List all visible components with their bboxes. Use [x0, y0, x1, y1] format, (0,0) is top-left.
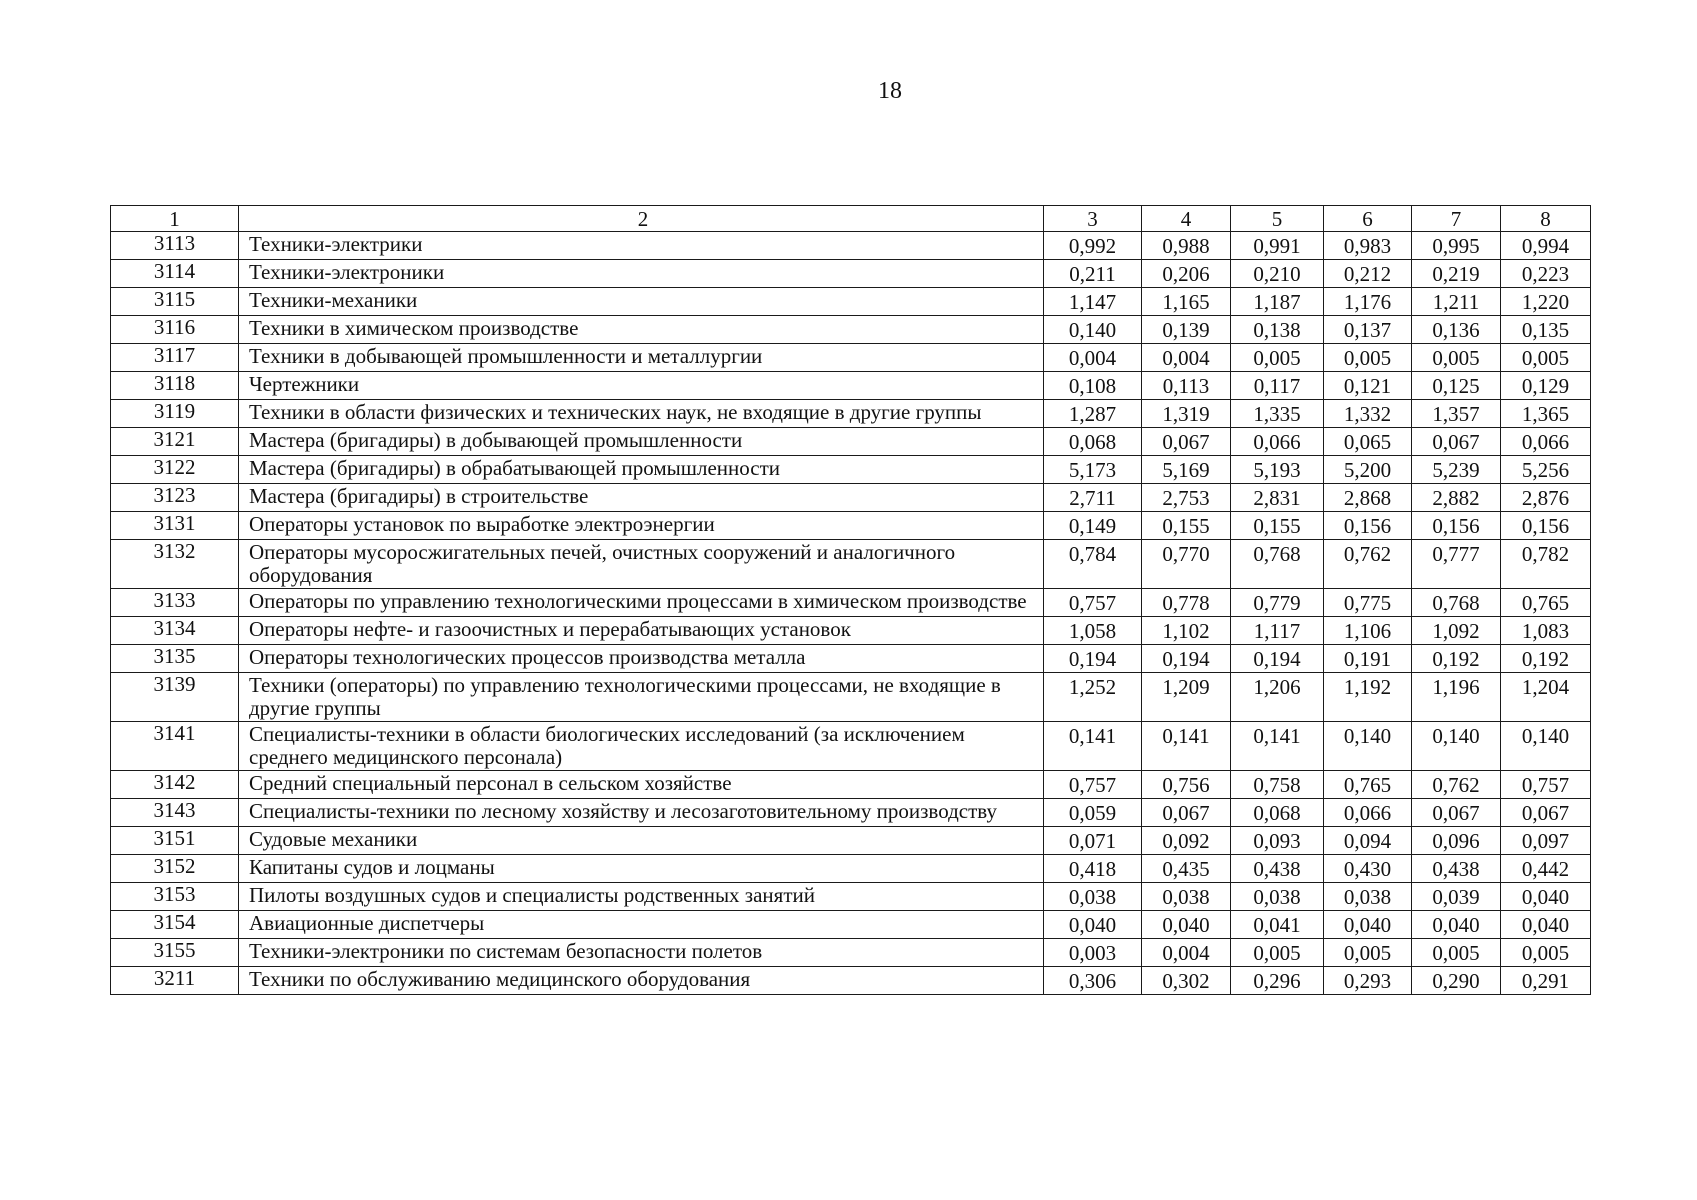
- row-value-col-6: 0,040: [1324, 911, 1412, 939]
- row-value-col-3: 0,306: [1044, 967, 1142, 995]
- row-value-col-6: 0,983: [1324, 232, 1412, 260]
- row-value-col-7: 0,762: [1412, 771, 1501, 799]
- row-value-col-5: 0,779: [1231, 589, 1324, 617]
- table-row: [111, 939, 1591, 967]
- table-row: [111, 540, 1591, 589]
- row-occupation-name: Техники в области физических и технических наук, не входящие в другие группы: [239, 400, 1044, 428]
- row-value-col-4: 0,067: [1142, 799, 1231, 827]
- row-value-col-5: 0,141: [1231, 722, 1324, 771]
- row-value-col-5: 0,768: [1231, 540, 1324, 589]
- row-code: 3114: [111, 260, 239, 288]
- row-occupation-name: Техники в химическом производстве: [239, 316, 1044, 344]
- row-value-col-3: 1,287: [1044, 400, 1142, 428]
- row-value-col-5: 0,438: [1231, 855, 1324, 883]
- row-value-col-3: 5,173: [1044, 456, 1142, 484]
- row-value-col-7: 0,219: [1412, 260, 1501, 288]
- row-occupation-name: Операторы установок по выработке электроэнергии: [239, 512, 1044, 540]
- row-value-col-5: 5,193: [1231, 456, 1324, 484]
- row-value-col-6: 0,005: [1324, 939, 1412, 967]
- row-value-col-7: 0,067: [1412, 428, 1501, 456]
- table-row: [111, 967, 1591, 995]
- row-value-col-4: 0,756: [1142, 771, 1231, 799]
- row-code: 3139: [111, 673, 239, 722]
- row-value-col-3: 0,992: [1044, 232, 1142, 260]
- row-code: 3152: [111, 855, 239, 883]
- row-value-col-3: 0,059: [1044, 799, 1142, 827]
- page-number: 18: [878, 78, 902, 104]
- row-value-col-8: 1,204: [1501, 673, 1591, 722]
- row-value-col-4: 0,778: [1142, 589, 1231, 617]
- row-value-col-8: 0,135: [1501, 316, 1591, 344]
- row-value-col-5: 0,068: [1231, 799, 1324, 827]
- row-code: 3154: [111, 911, 239, 939]
- row-occupation-name: Техники в добывающей промышленности и металлургии: [239, 344, 1044, 372]
- row-value-col-8: 1,365: [1501, 400, 1591, 428]
- row-code: 3141: [111, 722, 239, 771]
- header-row: [111, 206, 1591, 232]
- row-value-col-8: 0,291: [1501, 967, 1591, 995]
- row-code: 3113: [111, 232, 239, 260]
- row-value-col-4: 0,004: [1142, 344, 1231, 372]
- row-value-col-5: 0,991: [1231, 232, 1324, 260]
- row-value-col-6: 0,005: [1324, 344, 1412, 372]
- row-value-col-8: 0,156: [1501, 512, 1591, 540]
- row-value-col-7: 1,092: [1412, 617, 1501, 645]
- row-value-col-4: 0,040: [1142, 911, 1231, 939]
- row-value-col-4: 1,165: [1142, 288, 1231, 316]
- row-value-col-3: 0,418: [1044, 855, 1142, 883]
- table-row: [111, 883, 1591, 911]
- row-value-col-3: 1,058: [1044, 617, 1142, 645]
- row-occupation-name: Техники по обслуживанию медицинского оборудования: [239, 967, 1044, 995]
- row-value-col-4: 0,302: [1142, 967, 1231, 995]
- row-code: 3132: [111, 540, 239, 589]
- row-value-col-4: 0,141: [1142, 722, 1231, 771]
- row-code: 3133: [111, 589, 239, 617]
- row-value-col-8: 0,040: [1501, 883, 1591, 911]
- row-value-col-6: 0,762: [1324, 540, 1412, 589]
- row-value-col-6: 0,094: [1324, 827, 1412, 855]
- row-code: 3211: [111, 967, 239, 995]
- row-value-col-8: 1,220: [1501, 288, 1591, 316]
- table-row: [111, 855, 1591, 883]
- row-value-col-4: 0,435: [1142, 855, 1231, 883]
- row-value-col-6: 0,137: [1324, 316, 1412, 344]
- row-value-col-5: 1,206: [1231, 673, 1324, 722]
- row-value-col-4: 0,038: [1142, 883, 1231, 911]
- row-value-col-3: 0,071: [1044, 827, 1142, 855]
- row-occupation-name: Операторы технологических процессов производства металла: [239, 645, 1044, 673]
- row-value-col-4: 0,004: [1142, 939, 1231, 967]
- row-value-col-6: 0,065: [1324, 428, 1412, 456]
- row-occupation-name: Авиационные диспетчеры: [239, 911, 1044, 939]
- row-occupation-name: Техники-электроники по системам безопасности полетов: [239, 939, 1044, 967]
- row-value-col-7: 0,040: [1412, 911, 1501, 939]
- row-code: 3121: [111, 428, 239, 456]
- row-value-col-5: 0,005: [1231, 939, 1324, 967]
- row-value-col-4: 0,067: [1142, 428, 1231, 456]
- row-value-col-6: 0,140: [1324, 722, 1412, 771]
- header-cell: 7: [1412, 206, 1501, 232]
- row-code: 3153: [111, 883, 239, 911]
- row-occupation-name: Мастера (бригадиры) в обрабатывающей промышленности: [239, 456, 1044, 484]
- row-occupation-name: Операторы по управлению технологическими процессами в химическом производстве: [239, 589, 1044, 617]
- table-row: [111, 799, 1591, 827]
- row-value-col-5: 2,831: [1231, 484, 1324, 512]
- row-value-col-8: 0,067: [1501, 799, 1591, 827]
- table-row: [111, 316, 1591, 344]
- row-value-col-3: 0,003: [1044, 939, 1142, 967]
- row-value-col-7: 1,357: [1412, 400, 1501, 428]
- header-cell: 5: [1231, 206, 1324, 232]
- table-row: [111, 722, 1591, 771]
- table-row: [111, 260, 1591, 288]
- row-value-col-5: 0,066: [1231, 428, 1324, 456]
- row-code: 3115: [111, 288, 239, 316]
- row-value-col-4: 0,113: [1142, 372, 1231, 400]
- table-row: [111, 645, 1591, 673]
- row-occupation-name: Операторы нефте- и газоочистных и перерабатывающих установок: [239, 617, 1044, 645]
- row-value-col-6: 0,765: [1324, 771, 1412, 799]
- row-value-col-5: 0,038: [1231, 883, 1324, 911]
- row-value-col-8: 0,005: [1501, 939, 1591, 967]
- table-row: [111, 771, 1591, 799]
- row-value-col-3: 0,004: [1044, 344, 1142, 372]
- row-occupation-name: Пилоты воздушных судов и специалисты родственных занятий: [239, 883, 1044, 911]
- row-value-col-6: 0,038: [1324, 883, 1412, 911]
- row-occupation-name: Операторы мусоросжигательных печей, очистных сооружений и аналогичного оборудования: [239, 540, 1044, 589]
- row-value-col-7: 0,039: [1412, 883, 1501, 911]
- row-value-col-8: 0,129: [1501, 372, 1591, 400]
- row-occupation-name: Мастера (бригадиры) в добывающей промышленности: [239, 428, 1044, 456]
- row-value-col-3: 0,757: [1044, 589, 1142, 617]
- row-value-col-5: 0,155: [1231, 512, 1324, 540]
- row-value-col-4: 1,209: [1142, 673, 1231, 722]
- header-cell: 6: [1324, 206, 1412, 232]
- row-value-col-4: 2,753: [1142, 484, 1231, 512]
- row-value-col-6: 0,293: [1324, 967, 1412, 995]
- row-value-col-8: 0,757: [1501, 771, 1591, 799]
- row-value-col-4: 1,102: [1142, 617, 1231, 645]
- table-row: [111, 456, 1591, 484]
- row-value-col-4: 1,319: [1142, 400, 1231, 428]
- row-value-col-6: 1,192: [1324, 673, 1412, 722]
- row-value-col-6: 0,066: [1324, 799, 1412, 827]
- row-value-col-5: 0,758: [1231, 771, 1324, 799]
- row-value-col-7: 0,995: [1412, 232, 1501, 260]
- row-value-col-4: 0,139: [1142, 316, 1231, 344]
- row-value-col-4: 0,988: [1142, 232, 1231, 260]
- table-row: [111, 400, 1591, 428]
- row-value-col-3: 0,038: [1044, 883, 1142, 911]
- row-value-col-6: 0,430: [1324, 855, 1412, 883]
- row-code: 3116: [111, 316, 239, 344]
- row-value-col-8: 0,097: [1501, 827, 1591, 855]
- row-value-col-7: 0,156: [1412, 512, 1501, 540]
- row-value-col-7: 0,005: [1412, 344, 1501, 372]
- row-value-col-6: 5,200: [1324, 456, 1412, 484]
- row-code: 3142: [111, 771, 239, 799]
- row-value-col-6: 0,775: [1324, 589, 1412, 617]
- row-code: 3123: [111, 484, 239, 512]
- row-occupation-name: Специалисты-техники в области биологических исследований (за исключением среднего медицинского персонала): [239, 722, 1044, 771]
- row-value-col-5: 0,138: [1231, 316, 1324, 344]
- row-value-col-7: 0,290: [1412, 967, 1501, 995]
- row-value-col-8: 0,140: [1501, 722, 1591, 771]
- row-value-col-6: 1,332: [1324, 400, 1412, 428]
- row-occupation-name: Техники (операторы) по управлению технологическими процессами, не входящие в другие группы: [239, 673, 1044, 722]
- table-body: [111, 206, 1591, 995]
- row-value-col-7: 0,067: [1412, 799, 1501, 827]
- table-row: [111, 512, 1591, 540]
- row-value-col-5: 0,296: [1231, 967, 1324, 995]
- row-value-col-4: 0,770: [1142, 540, 1231, 589]
- row-value-col-7: 5,239: [1412, 456, 1501, 484]
- row-value-col-3: 1,147: [1044, 288, 1142, 316]
- table-row: [111, 344, 1591, 372]
- row-value-col-3: 0,149: [1044, 512, 1142, 540]
- row-value-col-5: 0,194: [1231, 645, 1324, 673]
- row-value-col-5: 0,210: [1231, 260, 1324, 288]
- row-value-col-3: 0,108: [1044, 372, 1142, 400]
- row-code: 3122: [111, 456, 239, 484]
- row-value-col-6: 1,176: [1324, 288, 1412, 316]
- row-value-col-5: 1,187: [1231, 288, 1324, 316]
- row-value-col-8: 5,256: [1501, 456, 1591, 484]
- row-value-col-8: 0,040: [1501, 911, 1591, 939]
- row-code: 3151: [111, 827, 239, 855]
- header-cell: 2: [239, 206, 1044, 232]
- header-cell: 8: [1501, 206, 1591, 232]
- row-code: 3119: [111, 400, 239, 428]
- row-value-col-3: 0,211: [1044, 260, 1142, 288]
- row-value-col-3: 0,140: [1044, 316, 1142, 344]
- row-value-col-7: 0,777: [1412, 540, 1501, 589]
- row-value-col-4: 5,169: [1142, 456, 1231, 484]
- row-value-col-7: 0,096: [1412, 827, 1501, 855]
- header-cell: 3: [1044, 206, 1142, 232]
- row-value-col-5: 0,005: [1231, 344, 1324, 372]
- table-row: [111, 673, 1591, 722]
- row-value-col-7: 1,196: [1412, 673, 1501, 722]
- row-value-col-6: 1,106: [1324, 617, 1412, 645]
- row-occupation-name: Мастера (бригадиры) в строительстве: [239, 484, 1044, 512]
- row-value-col-8: 0,066: [1501, 428, 1591, 456]
- row-occupation-name: Техники-механики: [239, 288, 1044, 316]
- row-occupation-name: Техники-электрики: [239, 232, 1044, 260]
- row-value-col-3: 2,711: [1044, 484, 1142, 512]
- row-occupation-name: Специалисты-техники по лесному хозяйству и лесозаготовительному производству: [239, 799, 1044, 827]
- header-cell: 1: [111, 206, 239, 232]
- row-value-col-3: 0,040: [1044, 911, 1142, 939]
- row-value-col-6: 0,191: [1324, 645, 1412, 673]
- row-value-col-8: 0,442: [1501, 855, 1591, 883]
- row-value-col-4: 0,092: [1142, 827, 1231, 855]
- row-code: 3155: [111, 939, 239, 967]
- row-value-col-4: 0,206: [1142, 260, 1231, 288]
- table-row: [111, 911, 1591, 939]
- row-value-col-7: 0,768: [1412, 589, 1501, 617]
- table-row: [111, 288, 1591, 316]
- row-value-col-6: 0,156: [1324, 512, 1412, 540]
- row-value-col-6: 0,121: [1324, 372, 1412, 400]
- row-code: 3117: [111, 344, 239, 372]
- row-value-col-3: 0,757: [1044, 771, 1142, 799]
- row-occupation-name: Судовые механики: [239, 827, 1044, 855]
- row-value-col-7: 0,136: [1412, 316, 1501, 344]
- row-code: 3143: [111, 799, 239, 827]
- table-row: [111, 827, 1591, 855]
- row-code: 3135: [111, 645, 239, 673]
- row-value-col-3: 1,252: [1044, 673, 1142, 722]
- row-value-col-8: 0,223: [1501, 260, 1591, 288]
- row-value-col-5: 0,093: [1231, 827, 1324, 855]
- row-occupation-name: Чертежники: [239, 372, 1044, 400]
- header-cell: 4: [1142, 206, 1231, 232]
- data-table: [110, 205, 1591, 995]
- row-value-col-7: 0,192: [1412, 645, 1501, 673]
- row-value-col-3: 0,141: [1044, 722, 1142, 771]
- row-occupation-name: Средний специальный персонал в сельском хозяйстве: [239, 771, 1044, 799]
- row-value-col-6: 0,212: [1324, 260, 1412, 288]
- row-value-col-7: 0,005: [1412, 939, 1501, 967]
- row-value-col-8: 0,994: [1501, 232, 1591, 260]
- row-value-col-5: 1,335: [1231, 400, 1324, 428]
- row-value-col-7: 0,438: [1412, 855, 1501, 883]
- row-value-col-8: 0,782: [1501, 540, 1591, 589]
- row-value-col-7: 0,125: [1412, 372, 1501, 400]
- row-value-col-5: 0,117: [1231, 372, 1324, 400]
- row-value-col-8: 1,083: [1501, 617, 1591, 645]
- table-row: [111, 428, 1591, 456]
- row-value-col-3: 0,068: [1044, 428, 1142, 456]
- row-value-col-6: 2,868: [1324, 484, 1412, 512]
- row-code: 3131: [111, 512, 239, 540]
- row-value-col-7: 0,140: [1412, 722, 1501, 771]
- table-row: [111, 589, 1591, 617]
- row-value-col-5: 0,041: [1231, 911, 1324, 939]
- row-value-col-7: 2,882: [1412, 484, 1501, 512]
- row-value-col-3: 0,194: [1044, 645, 1142, 673]
- row-value-col-4: 0,194: [1142, 645, 1231, 673]
- table-row: [111, 484, 1591, 512]
- row-value-col-8: 0,765: [1501, 589, 1591, 617]
- row-code: 3118: [111, 372, 239, 400]
- table-row: [111, 617, 1591, 645]
- table-row: [111, 232, 1591, 260]
- row-value-col-8: 2,876: [1501, 484, 1591, 512]
- row-value-col-5: 1,117: [1231, 617, 1324, 645]
- row-value-col-7: 1,211: [1412, 288, 1501, 316]
- row-occupation-name: Капитаны судов и лоцманы: [239, 855, 1044, 883]
- row-value-col-4: 0,155: [1142, 512, 1231, 540]
- row-value-col-8: 0,192: [1501, 645, 1591, 673]
- row-value-col-3: 0,784: [1044, 540, 1142, 589]
- table-row: [111, 372, 1591, 400]
- row-occupation-name: Техники-электроники: [239, 260, 1044, 288]
- row-code: 3134: [111, 617, 239, 645]
- row-value-col-8: 0,005: [1501, 344, 1591, 372]
